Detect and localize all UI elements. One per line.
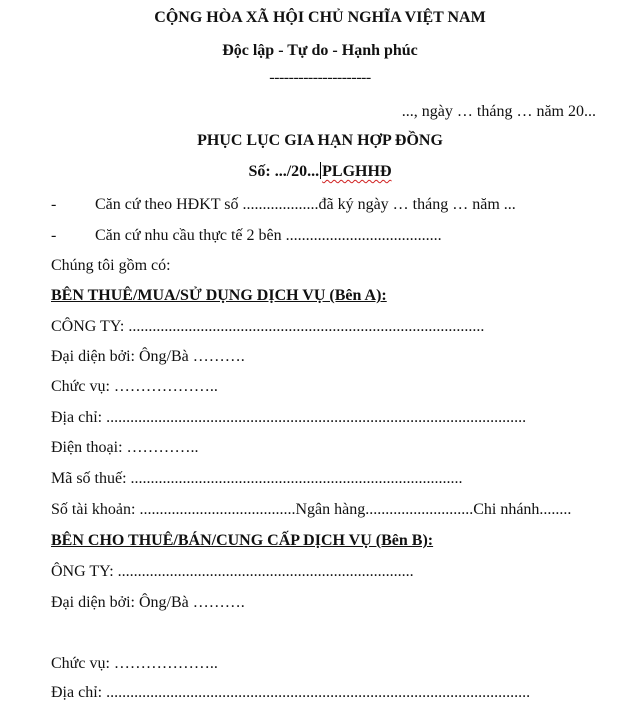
party-b-heading: BÊN CHO THUÊ/BÁN/CUNG CẤP DỊCH VỤ (Bên B): <box>51 532 434 549</box>
basis-contract: Căn cứ theo HĐKT số ...................đã ký ngày … tháng … năm ... <box>95 196 516 213</box>
party-b-position: Chức vụ: ……………….. <box>51 655 218 672</box>
party-b-company: ÔNG TY: .......................................................................... <box>51 563 414 580</box>
document-title: PHỤC LỤC GIA HẠN HỢP ĐỒNG <box>197 132 443 149</box>
party-b-representative: Đại diện bởi: Ông/Bà ………. <box>51 594 245 611</box>
text-cursor <box>320 162 321 179</box>
party-a-address: Địa chỉ: ......................................................................................................... <box>51 409 527 426</box>
basis-needs: Căn cứ nhu cầu thực tế 2 bên ....................................... <box>95 227 442 244</box>
motto: Độc lập - Tự do - Hạnh phúc <box>222 42 418 59</box>
basis-bullet: - <box>51 227 57 244</box>
header-divider: --------------------- <box>269 69 371 86</box>
date-line: ..., ngày … tháng … năm 20... <box>401 103 596 120</box>
party-a-company: CÔNG TY: ......................................................................................... <box>51 318 485 335</box>
intro-text: Chúng tôi gồm có: <box>51 257 171 274</box>
party-a-tax-code: Mã số thuế: ................................................................................... <box>51 470 463 487</box>
document-number-prefix: Số: .../20... <box>248 163 320 180</box>
party-a-position: Chức vụ: ……………….. <box>51 378 218 395</box>
national-title: CỘNG HÒA XÃ HỘI CHỦ NGHĨA VIỆT NAM <box>154 9 486 26</box>
party-a-phone: Điện thoại: ………….. <box>51 439 199 456</box>
party-a-representative: Đại diện bởi: Ông/Bà ………. <box>51 348 245 365</box>
document-number <box>0 162 640 182</box>
party-a-account: Số tài khoản: .......................................Ngân hàng...........................Chi nhánh........ <box>51 501 572 518</box>
party-a-heading: BÊN THUÊ/MUA/SỬ DỤNG DỊCH VỤ (Bên A): <box>51 287 387 304</box>
basis-bullet: - <box>51 196 57 213</box>
party-b-address: Địa chỉ: .......................................................................................................... <box>51 684 531 701</box>
document-number-code: PLGHHĐ <box>322 163 392 180</box>
